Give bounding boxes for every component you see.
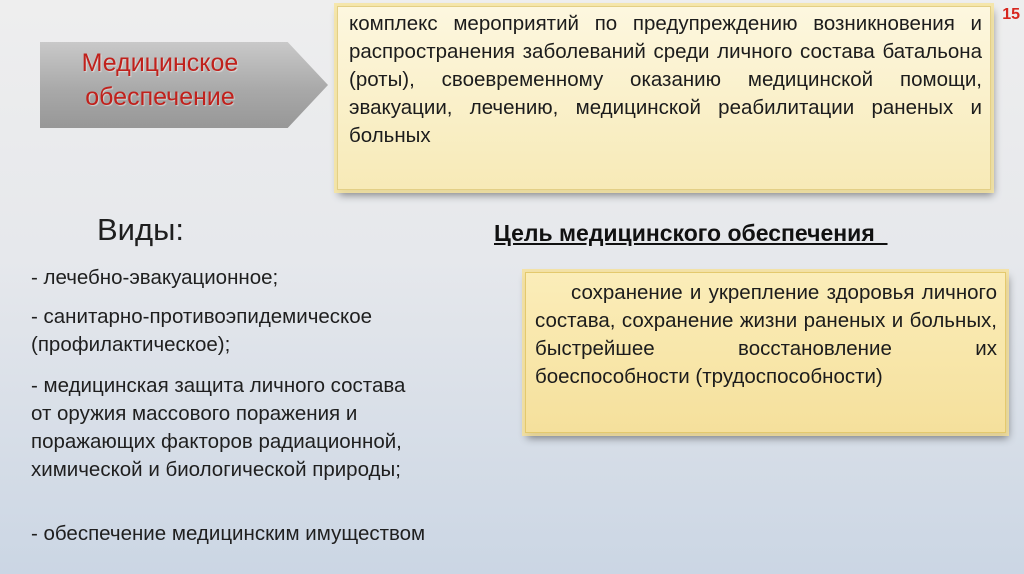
slide-number: 15: [1002, 6, 1020, 23]
arrow-label-line-1: Медицинское: [81, 49, 239, 77]
type-item-1: - лечебно-эвакуационное;: [31, 266, 279, 289]
arrow-label: [40, 46, 280, 114]
type-item-2: - санитарно-противоэпидемическое (профилактическое);: [31, 305, 373, 356]
goal-box: [525, 272, 1006, 433]
goal-text: сохранение и укрепление здоровья личного состава, сохранение жизни раненых и больных, быстрейшее восстановление их боеспособности (трудоспособности): [535, 281, 997, 388]
type-item-3: - медицинская защита личного состава от оружия массового поражения и поражающих факторов радиационной, химической и биологической природы;: [31, 374, 406, 481]
type-item-4: - обеспечение медицинским имуществом: [31, 522, 426, 545]
goal-heading: Цель медицинского обеспечения: [494, 220, 888, 246]
types-heading: Виды:: [97, 212, 184, 247]
definition-box: комплекс мероприятий по предупреждению возникновения и распространения заболеваний среди личного состава батальона (роты), своевременному оказанию медицинской помощи, эвакуации, лечению, медицинской реабилитации раненых и больных: [337, 6, 991, 190]
arrow-label-line-2: обеспечение: [85, 83, 235, 111]
